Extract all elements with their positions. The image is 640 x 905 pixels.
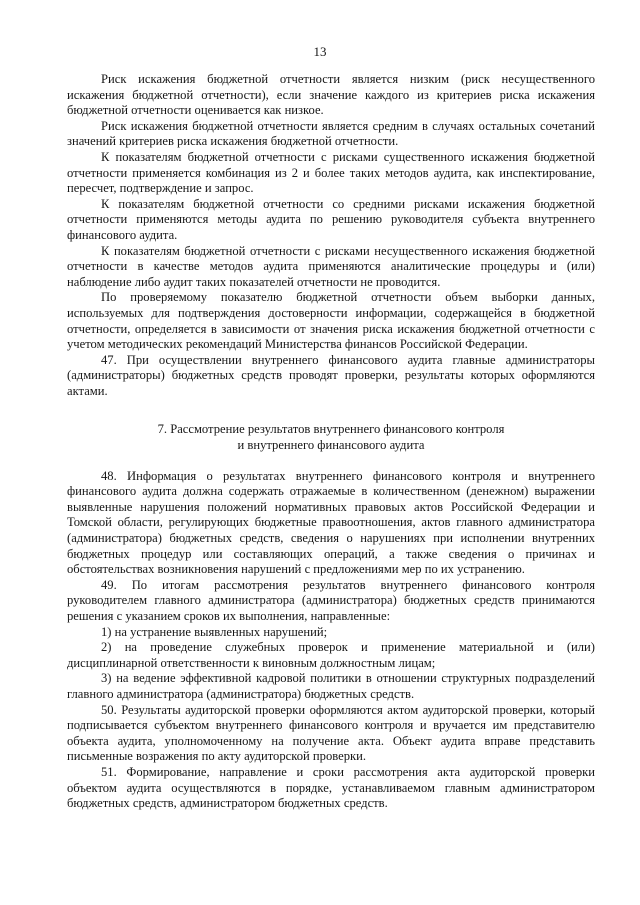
- section-title-line-1: 7. Рассмотрение результатов внутреннего финансового контроля: [157, 422, 505, 437]
- section-title-line-2: и внутреннего финансового аудита: [237, 438, 425, 453]
- list-item-2: 2) на проведение служебных проверок и применение материальной и (или) дисциплинарной ответственности к виновным должностным лицам;: [67, 640, 595, 670]
- section-7-title: [67, 422, 595, 453]
- paragraph-50: 50. Результаты аудиторской проверки оформляются актом аудиторской проверки, который подписывается субъектом внутреннего финансового контроля и вручается им представителю объекта аудита, уполномоченному на получение акта. Объект аудита вправе представить письменные возражения по акту аудиторской проверки.: [67, 702, 595, 764]
- page-number: 13: [313, 44, 327, 59]
- paragraph-51: 51. Формирование, направление и сроки рассмотрения акта аудиторской проверки объектом аудита осуществляются в порядке, устанавливаемом главным администратором бюджетных средств, администратором бюджетных средств.: [67, 764, 595, 811]
- paragraph-risk-medium: Риск искажения бюджетной отчетности является средним в случаях остальных сочетаний значений критериев риска искажения бюджетной отчетности.: [67, 118, 595, 149]
- paragraph-49: 49. По итогам рассмотрения результатов внутреннего финансового контроля руководителем главного администратора (администратора) бюджетных средств принимаются решения с указанием сроков их выполнения, направленные:: [67, 577, 595, 623]
- list-item-1: 1) на устранение выявленных нарушений;: [101, 624, 328, 639]
- list-item-3: 3) на ведение эффективной кадровой политики в отношении структурных подразделений главного администратора (администратора) бюджетных средств.: [67, 671, 595, 701]
- paragraph-sample-size: По проверяемому показателю бюджетной отчетности объем выборки данных, используемых для подтверждения достоверности информации, содержащейся в бюджетной отчетности, определяется в зависимости от значения риска искажения бюджетной отчетности с учетом методических рекомендаций Министерства финансов Российской Федерации.: [67, 290, 595, 352]
- paragraph-47: 47. При осуществлении внутреннего финансового аудита главные администраторы (администраторы) бюджетных средств проводят проверки, результаты которых оформляются актами.: [67, 352, 595, 398]
- paragraph-insignificant-risk-methods: К показателям бюджетной отчетности с рисками несущественного искажения бюджетной отчетности в качестве методов аудита применяются аналитические процедуры и (или) наблюдение либо аудит таких показателей отчетности не проводится.: [67, 243, 595, 289]
- paragraph-medium-risk-methods: К показателям бюджетной отчетности со средними рисками искажения бюджетной отчетности применяются методы аудита по решению руководителя субъекта внутреннего финансового аудита.: [67, 196, 595, 242]
- paragraph-significant-risk-methods: К показателям бюджетной отчетности с рисками существенного искажения бюджетной отчетности применяется комбинация из 2 и более таких методов аудита, как инспектирование, пересчет, подтверждение и запрос.: [67, 149, 595, 196]
- paragraph-risk-low: Риск искажения бюджетной отчетности является низким (риск несущественного искажения бюджетной отчетности), если значение каждого из критериев риска искажения бюджетной отчетности оценивается как низкое.: [67, 72, 595, 118]
- document-body: [67, 72, 595, 812]
- paragraph-48: 48. Информация о результатах внутреннего финансового контроля и внутреннего финансового аудита должна содержать отражаемые в количественном (денежном) выражении выявленные нарушения положений нормативных правовых актов Российской Федерации и Томской области, регулирующих бюджетные правоотношения, актов главного администратора (администратора) бюджетных средств, сведения о нарушениях при исполнении внутренних бюджетных процедур или составляющих операций, а также сведения о причинах и обстоятельствах возникновения нарушений с предложениями мер по их устранению.: [67, 468, 595, 577]
